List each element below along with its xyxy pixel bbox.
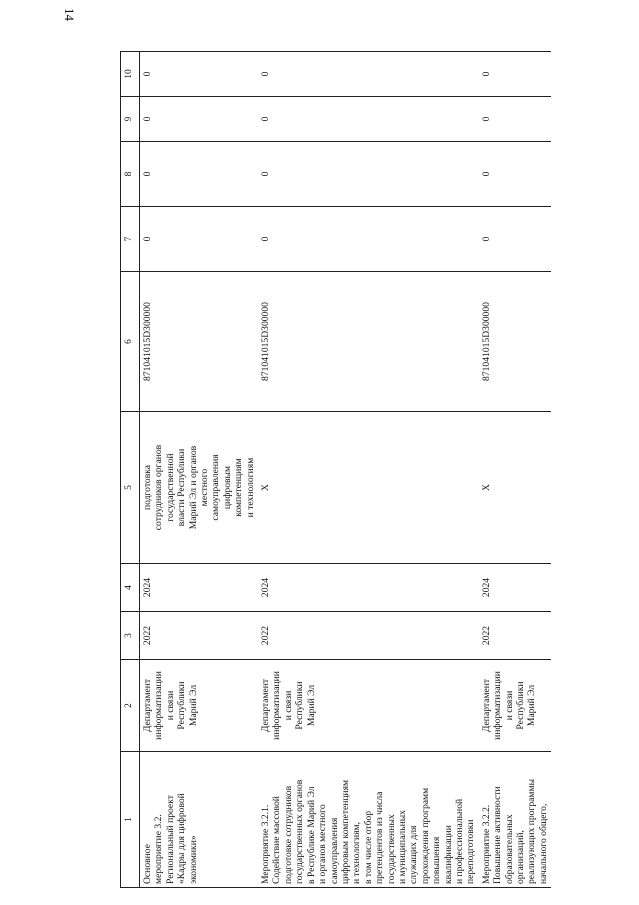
start-year: 2022 [140,612,259,660]
value-col-7: 0 [140,207,259,272]
value-col-7: 0 [258,207,479,272]
end-year: 2024 [140,564,259,612]
responsible-executor: Департамент информатизации и связи Республики Марий Эл [258,660,479,752]
end-year: 2024 [258,564,479,612]
column-header: 7 [121,207,140,272]
activity-name: Мероприятие 3.2.2. Повышение активности образовательных организаций, реализующих программы начального общего, [479,752,551,888]
column-header: 5 [121,412,140,564]
column-header: 1 [121,752,140,888]
value-col-8: 0 [140,142,259,207]
program-table [120,51,551,888]
table-row [140,52,259,888]
rotated-table-area [120,23,630,888]
column-header: 2 [121,660,140,752]
budget-code: 871041015D300000 [258,272,479,412]
value-col-9: 0 [258,97,479,142]
value-col-9: 0 [140,97,259,142]
expected-result: X [258,412,479,564]
end-year: 2024 [479,564,551,612]
budget-code: 871041015D300000 [479,272,551,412]
value-col-8: 0 [258,142,479,207]
budget-code: 871041015D300000 [140,272,259,412]
value-col-9: 0 [479,97,551,142]
responsible-executor: Департамент информатизации и связи Республики Марий Эл [140,660,259,752]
expected-result: подготовка сотрудников органов государственной власти Республики Марий Эл и органов местного самоуправления цифровым компетенциям и технологиям [140,412,259,564]
column-header: 4 [121,564,140,612]
activity-name: Основное мероприятие 3.2. Региональный проект «Кадры для цифровой экономики» [140,752,259,888]
start-year: 2022 [479,612,551,660]
value-col-10: 0 [258,52,479,97]
table-row [258,52,479,888]
column-header: 9 [121,97,140,142]
table-row [479,52,551,888]
column-header: 6 [121,272,140,412]
header-row [121,52,140,888]
column-header: 10 [121,52,140,97]
activity-name: Мероприятие 3.2.1. Содействие массовой подготовке сотрудников государственных органов в Республике Марий Эл и органов местного самоуправления цифровым компетенциям и технологиям, в том числе отбор претендентов из числа государственных и муниципальных служащих для прохождения программ повышения квалификации и профессиональной переподготовки [258,752,479,888]
responsible-executor: Департамент информатизации и связи Республики Марий Эл [479,660,551,752]
value-col-7: 0 [479,207,551,272]
value-col-10: 0 [140,52,259,97]
value-col-10: 0 [479,52,551,97]
column-header: 8 [121,142,140,207]
start-year: 2022 [258,612,479,660]
column-header: 3 [121,612,140,660]
expected-result: X [479,412,551,564]
value-col-8: 0 [479,142,551,207]
page-number: 14 [62,8,77,21]
